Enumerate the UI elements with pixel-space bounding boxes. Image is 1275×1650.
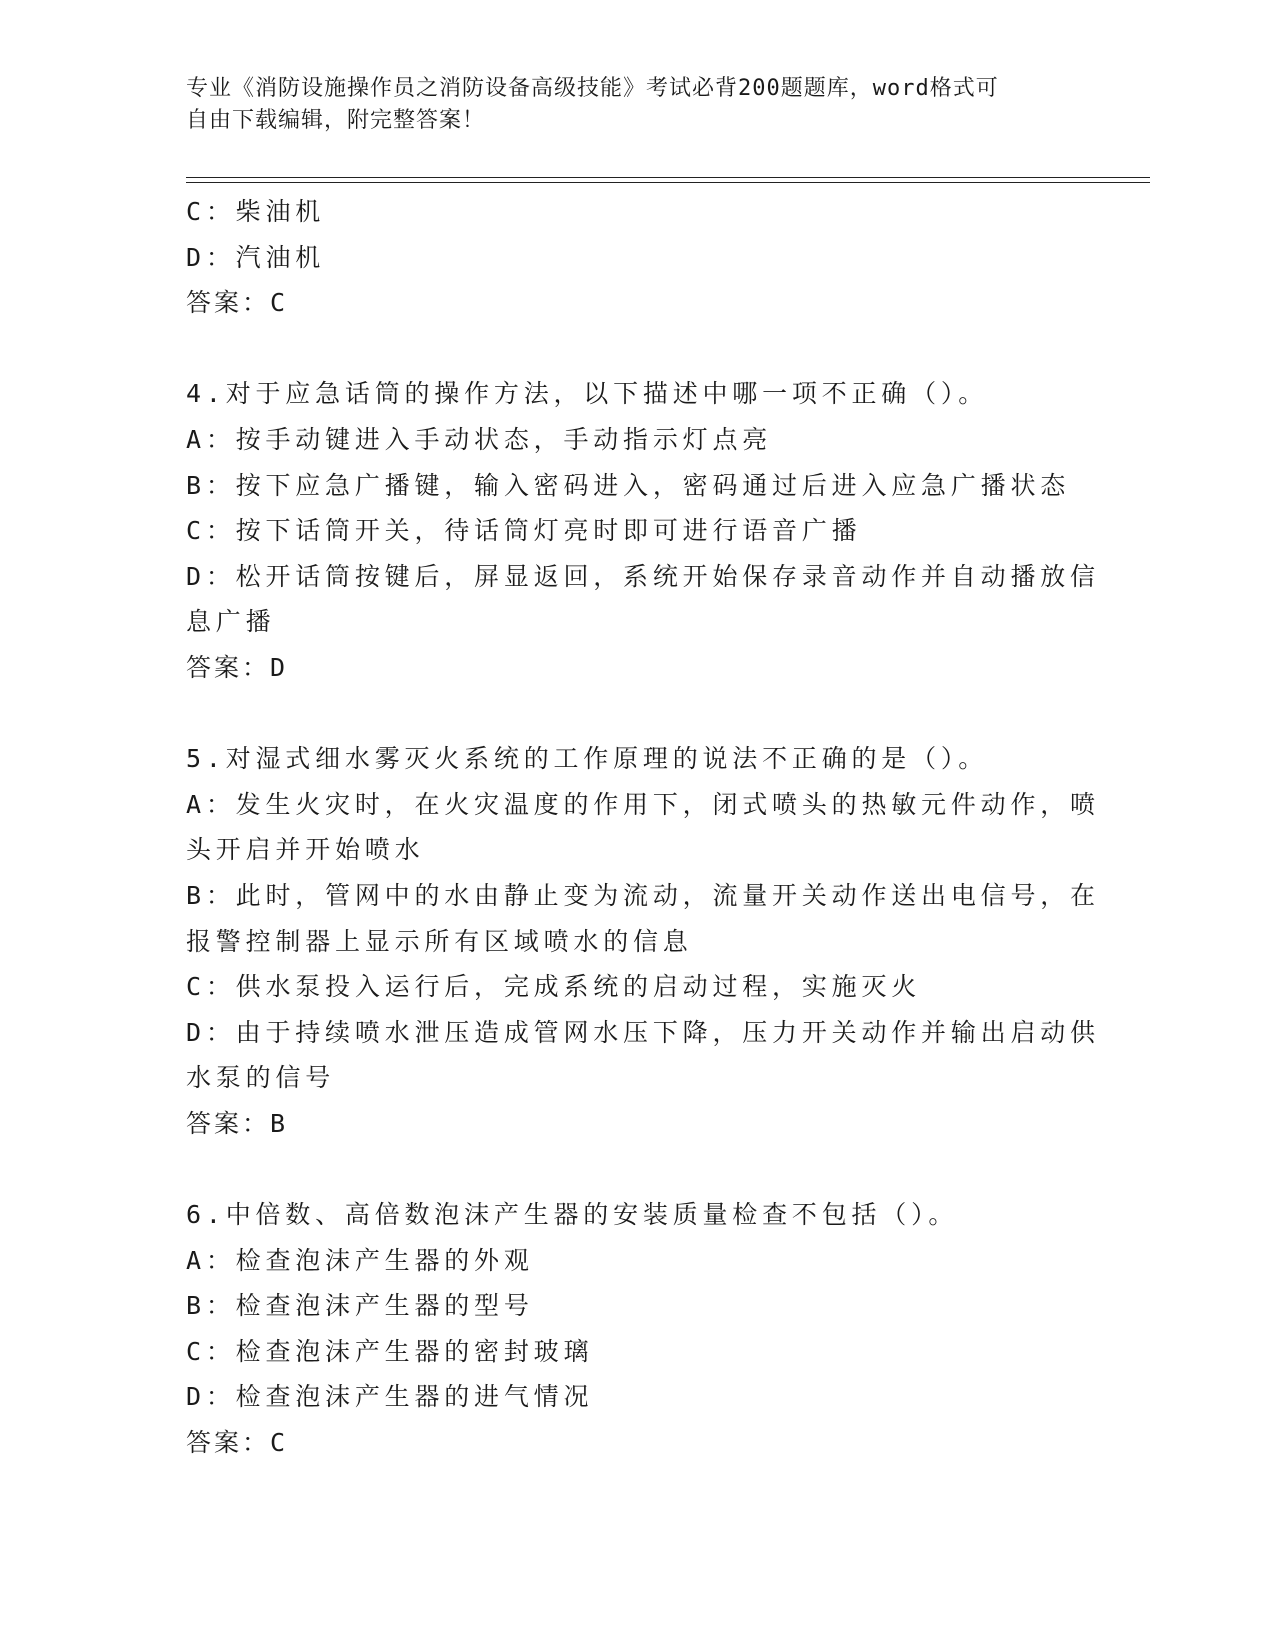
text-line: 水泵的信号 <box>186 1063 336 1093</box>
blank-line <box>186 691 1086 737</box>
header-line-2: 自由下载编辑，附完整答案！ <box>186 108 486 133</box>
question-list <box>186 189 1100 1466</box>
text-line: C：柴油机 <box>186 197 326 226</box>
answer-line: 答案：C <box>186 288 289 318</box>
text-line: B：按下应急广播键，输入密码进入，密码通过后进入应急广播状态 <box>186 470 1071 500</box>
text-line: C：检查泡沫产生器的密封玻璃 <box>186 1336 594 1366</box>
text-line: A：发生火灾时，在火灾温度的作用下，闭式喷头的热敏元件动作，喷 <box>186 789 1100 819</box>
text-line: 5.对湿式细水雾灭火系统的工作原理的说法不正确的是（）。 <box>186 744 989 774</box>
text-line: 6.中倍数、高倍数泡沫产生器的安装质量检查不包括（）。 <box>186 1200 959 1230</box>
text-line: C：供水泵投入运行后，完成系统的启动过程，实施灭火 <box>186 972 922 1002</box>
document-header <box>186 73 1076 137</box>
text-line: 报警控制器上显示所有区域喷水的信息 <box>186 926 693 956</box>
text-line: 头开启并开始喷水 <box>186 835 425 865</box>
text-line: C：按下话筒开关，待话筒灯亮时即可进行语音广播 <box>186 516 862 546</box>
answer-line: 答案：B <box>186 1108 289 1138</box>
text-line: D：检查泡沫产生器的进气情况 <box>186 1382 594 1412</box>
blank-line <box>186 326 1086 372</box>
header-rule-bottom <box>186 182 1150 183</box>
text-line: 4.对于应急话筒的操作方法，以下描述中哪一项不正确（）。 <box>186 379 989 409</box>
text-line: D：由于持续喷水泄压造成管网水压下降，压力开关动作并输出启动供 <box>186 1017 1100 1047</box>
answer-line: 答案：C <box>186 1428 289 1458</box>
text-line: B：检查泡沫产生器的型号 <box>186 1291 534 1321</box>
text-line: D：松开话筒按键后，屏显返回，系统开始保存录音动作并自动播放信 <box>186 561 1100 591</box>
header-line-1: 专业《消防设施操作员之消防设备高级技能》考试必背200题题库，word格式可 <box>186 76 999 101</box>
text-line: B：此时，管网中的水由静止变为流动，流量开关动作送出电信号，在 <box>186 880 1100 910</box>
header-rule-top <box>186 177 1150 178</box>
text-line: A：按手动键进入手动状态，手动指示灯点亮 <box>186 424 773 454</box>
text-line: 息广播 <box>186 607 276 637</box>
blank-line <box>186 1146 1086 1192</box>
answer-line: 答案：D <box>186 652 289 682</box>
text-line: A：检查泡沫产生器的外观 <box>186 1245 534 1275</box>
text-line: D：汽油机 <box>186 242 326 272</box>
